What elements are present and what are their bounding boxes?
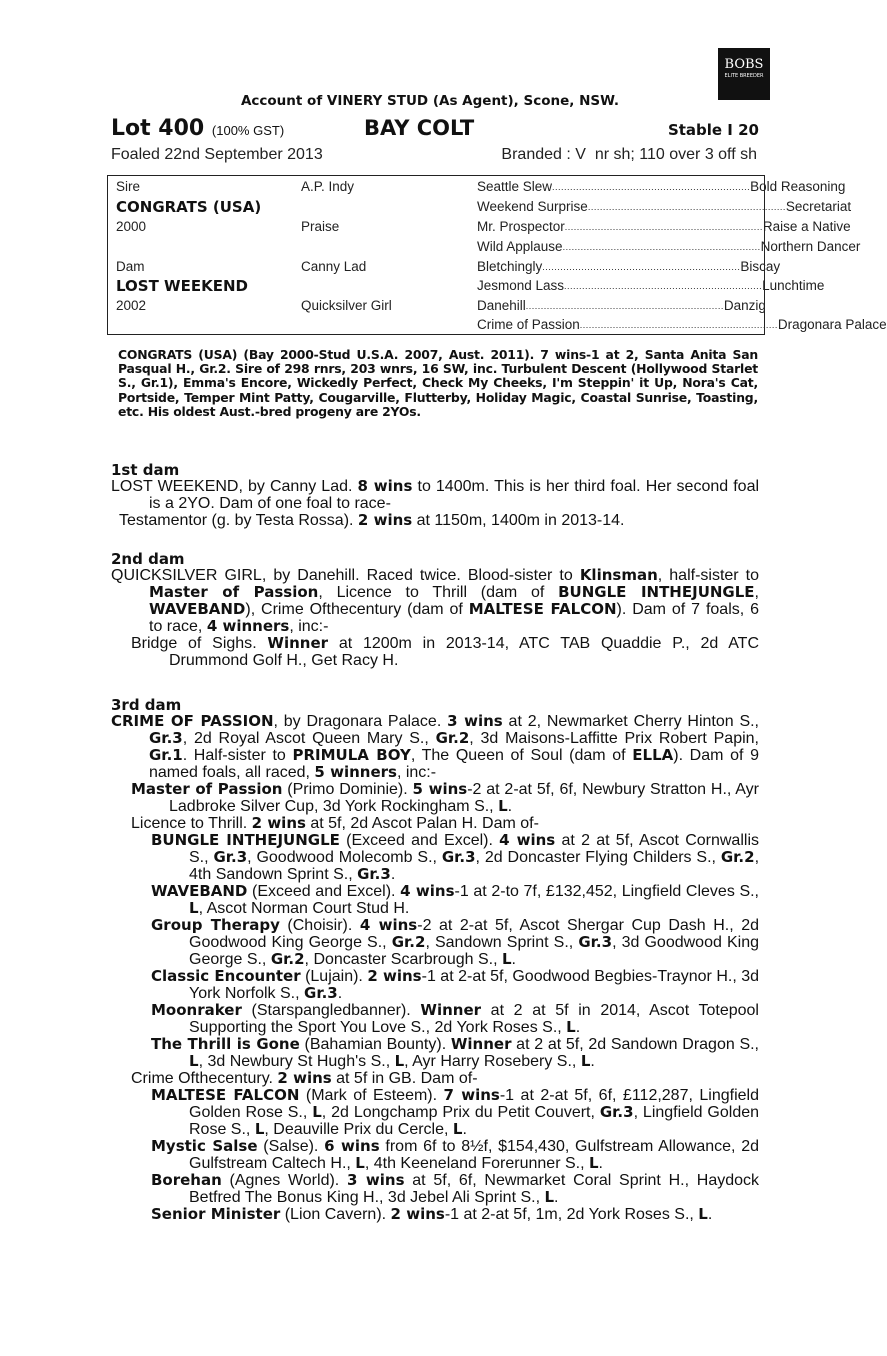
third-dam-section xyxy=(111,713,759,1223)
text: -2 at 2-at 5f, 6f, Newbury Stratton H., Ayr Ladbroke Silver Cup, 3d York Rockingham S., xyxy=(169,781,760,815)
text: at 2, Newmarket Cherry Hinton S., xyxy=(502,713,760,730)
progeny-entry xyxy=(131,781,759,815)
text: to 1400m. This is her third foal. Her second foal is a 2YO. Dam of one foal to race- xyxy=(149,478,760,512)
text: , 2d Royal Ascot Queen Mary S., xyxy=(182,730,436,747)
text: . xyxy=(462,1121,467,1138)
dam-name: LOST WEEKEND xyxy=(111,478,239,495)
ancestor-a: Seattle Slew xyxy=(477,179,553,194)
dam-name: CRIME OF PASSION xyxy=(111,712,274,730)
vendor-line: Account of VINERY STUD (As Agent), Scone, NSW. xyxy=(240,93,620,109)
text: (g. by Testa Rossa). xyxy=(207,512,358,529)
lot-header xyxy=(111,116,759,144)
ancestor-row: Weekend Surprise .................................................................. Secretariat xyxy=(477,199,852,214)
text: . xyxy=(252,635,268,652)
second-dam-section xyxy=(111,567,759,669)
horse-name: Master of Passion xyxy=(149,583,319,601)
listed-badge: L xyxy=(580,1052,591,1070)
text: (Exceed and Excel). xyxy=(339,832,500,849)
text: , by Dragonara Palace. xyxy=(273,713,448,730)
grade: Gr.3 xyxy=(213,848,248,866)
horse-name: BUNGLE INTHEJUNGLE xyxy=(151,831,340,849)
dam-dam: Quicksilver Girl xyxy=(301,298,392,313)
wins: 8 wins xyxy=(357,477,413,495)
grand-progeny-entry xyxy=(151,1087,759,1138)
text: at 5f, 2d Ascot Palan H. Dam of- xyxy=(305,815,539,832)
dam-name: QUICKSILVER GIRL xyxy=(111,567,262,584)
foaled-date: Foaled 22nd September 2013 xyxy=(111,146,323,163)
wins: 4 wins xyxy=(400,882,455,900)
text: , Deauville Prix du Cercle, xyxy=(264,1121,453,1138)
logo-text: BOBS xyxy=(724,57,764,72)
wins: 2 wins xyxy=(251,814,306,832)
text: -1 at 2-at 5f, 1m, 2d York Roses S., xyxy=(444,1206,699,1223)
text: at 2 at 5f, Ascot Cornwallis S., xyxy=(189,832,759,866)
horse-name: Crime Ofthecentury. xyxy=(131,1070,278,1087)
text: , Doncaster Scarbrough S., xyxy=(304,951,502,968)
progeny-entry xyxy=(119,512,759,529)
wins: 5 winners xyxy=(314,763,397,781)
listed-badge: L xyxy=(394,1052,405,1070)
ancestor-row: Danehill .................................................................. Danzig xyxy=(477,298,766,313)
horse-name: WAVEBAND xyxy=(149,600,246,618)
dam-name: LOST WEEKEND xyxy=(116,277,248,295)
text: . xyxy=(575,1019,581,1036)
grade: Gr.3 xyxy=(578,933,613,951)
wins: 2 wins xyxy=(357,511,413,529)
text: , 4th Keeneland Forerunner S., xyxy=(364,1155,589,1172)
horse-name: Testamentor xyxy=(119,512,208,529)
wins: 3 wins xyxy=(346,1171,405,1189)
text: (Mark of Esteem). xyxy=(299,1087,444,1104)
horse-name: Moonraker xyxy=(151,1001,242,1019)
ancestor-a: Bletchingly xyxy=(477,259,543,274)
text: -2 at 2-at 5f, Ascot Shergar Cup Dash H., 2d Goodwood King George S., xyxy=(189,917,760,951)
horse-name: BUNGLE INTHEJUNGLE xyxy=(558,583,755,601)
dam-label: Dam xyxy=(116,259,145,274)
grade: Gr.3 xyxy=(599,1103,634,1121)
horse-name: Licence to Thrill. xyxy=(131,815,252,832)
grand-progeny-entry xyxy=(151,832,759,883)
wins: Winner xyxy=(450,1035,512,1053)
text: . xyxy=(507,798,513,815)
sire-sire: A.P. Indy xyxy=(301,179,355,194)
text: . xyxy=(598,1155,603,1172)
wins: 3 wins xyxy=(447,712,503,730)
grade: Gr.2 xyxy=(391,933,426,951)
progeny-entry xyxy=(131,1070,759,1087)
horse-name: Master of Passion xyxy=(131,780,283,798)
grand-progeny-entry xyxy=(151,1206,759,1223)
text: (Primo Dominie). xyxy=(282,781,413,798)
text: , Ayr Harry Rosebery S., xyxy=(404,1053,581,1070)
ancestor-a: Mr. Prospector xyxy=(477,219,565,234)
ancestor-b: Raise a Native xyxy=(762,219,851,234)
text: ). Dam of 9 named foals, all raced, xyxy=(149,747,760,781)
wins: 4 wins xyxy=(499,831,556,849)
text: , by Danehill. Raced twice. Blood-sister to xyxy=(261,567,580,584)
grade: Gr.1 xyxy=(149,746,183,764)
text: , Goodwood Molecomb S., xyxy=(247,849,442,866)
text: at 2 at 5f in 2014, Ascot Totepool Supporting the Sport You Love S., 2d York Roses S., xyxy=(189,1002,759,1036)
ancestor-b: Secretariat xyxy=(785,199,852,214)
grand-progeny-entry xyxy=(151,968,759,1002)
horse-name: Group Therapy xyxy=(151,916,280,934)
wins: 5 wins xyxy=(412,780,468,798)
second-dam-text xyxy=(111,567,759,635)
grand-progeny-entry xyxy=(151,1002,759,1036)
dam-sire: Canny Lad xyxy=(301,259,367,274)
text: (Bahamian Bounty). xyxy=(299,1036,451,1053)
wins: 2 wins xyxy=(367,967,422,985)
grand-progeny-entry xyxy=(151,1138,759,1172)
brand-text: nr sh; 110 over 3 off sh xyxy=(594,146,757,163)
text: ). Dam of 7 foals, 6 to race, xyxy=(149,601,759,635)
wins: Winner xyxy=(267,634,329,652)
horse-name: ELLA xyxy=(632,746,674,764)
text: (Choisir). xyxy=(279,917,360,934)
horse-name: Mystic Salse xyxy=(151,1137,258,1155)
listed-badge: L xyxy=(355,1154,365,1172)
listed-badge: L xyxy=(452,1120,463,1138)
logo-subtext: ELITE BREEDER xyxy=(724,73,764,79)
pedigree-table xyxy=(107,175,887,335)
listed-badge: L xyxy=(189,1052,199,1070)
wins: 4 winners xyxy=(206,617,290,635)
grade: Gr.2 xyxy=(435,729,470,747)
text: from 6f to 8½f, $154,430, Gulfstream Allowance, 2d Gulfstream Caltech H., xyxy=(189,1138,760,1172)
listed-badge: L xyxy=(312,1103,322,1121)
horse-name: Klinsman xyxy=(579,566,658,584)
text: , Sandown Sprint S., xyxy=(425,934,579,951)
text: . xyxy=(390,866,396,883)
text: , The Queen of Soul (dam of xyxy=(410,747,633,764)
ancestor-b: Biscay xyxy=(740,259,781,274)
lot-number xyxy=(111,116,284,141)
dam-year: 2002 xyxy=(116,298,147,313)
text: , inc:- xyxy=(396,764,437,781)
text: . xyxy=(337,985,343,1002)
ancestor-b: Dragonara Palace xyxy=(777,317,887,332)
ancestor-row: Crime of Passion .................................................................. Dragonara Palace xyxy=(477,317,887,332)
wins: 2 wins xyxy=(390,1205,445,1223)
ancestor-a: Wild Applause xyxy=(477,239,563,254)
horse-name: MALTESE FALCON xyxy=(468,600,617,618)
text: (Agnes World). xyxy=(221,1172,347,1189)
ancestor-row: Seattle Slew .................................................................. Bold Reasoning xyxy=(477,179,846,194)
text: (Exceed and Excel). xyxy=(247,883,401,900)
text: , half-sister to xyxy=(657,567,760,584)
gst-note: (100% GST) xyxy=(211,123,285,138)
ancestor-b: Bold Reasoning xyxy=(750,179,846,194)
second-dam-heading: 2nd dam xyxy=(111,550,185,568)
horse-name: The Thrill is Gone xyxy=(151,1035,300,1053)
sire-year: 2000 xyxy=(116,219,147,234)
ancestor-b: Danzig xyxy=(723,298,766,313)
grand-progeny-entry xyxy=(151,917,759,968)
wins: 7 wins xyxy=(443,1086,500,1104)
text: . xyxy=(511,951,516,968)
wins: 6 wins xyxy=(324,1137,380,1155)
lot-label: Lot 400 xyxy=(111,116,205,141)
progeny-entry xyxy=(131,635,759,669)
text: at 5f, 6f, Newmarket Coral Sprint H., Haydock Betfred The Bonus King H., 3d Jebel Ali Sprint S., xyxy=(189,1172,760,1206)
branded-info xyxy=(501,146,757,164)
branded-label: Branded : xyxy=(501,146,571,163)
grand-progeny-entry xyxy=(151,883,759,917)
horse-name: Senior Minister xyxy=(151,1205,281,1223)
ancestor-row: Wild Applause .................................................................. Northern Dancer xyxy=(477,239,861,254)
ancestor-b: Northern Dancer xyxy=(760,239,861,254)
text: (Starspangledbanner). xyxy=(241,1002,421,1019)
text: (Lion Cavern). xyxy=(280,1206,391,1223)
horse-name: MALTESE FALCON xyxy=(151,1086,300,1104)
listed-badge: L xyxy=(566,1018,576,1036)
sire-summary: CONGRATS (USA) (Bay 2000-Stud U.S.A. 2007, Aust. 2011). 7 wins-1 at 2, Santa Anita San Pasqual H., Gr.2. Sire of 298 rnrs, 203 wnrs, 16 SW, inc. Turbulent Descent (Hollywood Starlet S., Gr.1), Emma's Encore, Wickedly Perfect, Check My Cheeks, I'm Steppin' it Up, Nora's Cat, Portside, Temper Mint Patty, Cougarville, Flutterby, Holiday Magic, Coastal Sunrise, Toasting, etc. His oldest Aust.-bred progeny are 2YOs. xyxy=(118,347,758,419)
grade: Gr.3 xyxy=(441,848,476,866)
grand-progeny-entry xyxy=(151,1036,759,1070)
listed-badge: L xyxy=(588,1154,599,1172)
grand-progeny-entry xyxy=(151,1172,759,1206)
ancestor-row: Jesmond Lass .................................................................. Lunchtime xyxy=(477,278,825,293)
listed-badge: L xyxy=(189,899,199,917)
grade: Gr.3 xyxy=(357,865,391,883)
ancestor-row: Mr. Prospector .................................................................. Raise a Native xyxy=(477,219,851,234)
listed-badge: L xyxy=(501,950,512,968)
first-dam-text xyxy=(111,478,759,512)
text: . xyxy=(707,1206,713,1223)
ancestor-a: Jesmond Lass xyxy=(477,278,565,293)
text: , 3d Maisons-Laffitte Prix Robert Papin, xyxy=(469,730,759,747)
wins: Winner xyxy=(420,1001,482,1019)
text: , 4th Sandown Sprint S., xyxy=(189,849,760,883)
text: at 1150m, 1400m in 2013-14. xyxy=(412,512,625,529)
listed-badge: L xyxy=(498,797,508,815)
text: (Lujain). xyxy=(300,968,368,985)
text: , by Canny Lad. xyxy=(238,478,358,495)
text: , 2d Doncaster Flying Childers S., xyxy=(475,849,721,866)
ancestor-row: Bletchingly .................................................................. Biscay xyxy=(477,259,781,274)
ancestor-a: Weekend Surprise xyxy=(477,199,588,214)
first-dam-heading: 1st dam xyxy=(111,461,180,479)
wins: 4 wins xyxy=(359,916,418,934)
progeny-entry xyxy=(131,815,759,832)
text: at 2 at 5f, 2d Sandown Dragon S., xyxy=(511,1036,760,1053)
text: . Half-sister to xyxy=(182,747,293,764)
text: at 5f in GB. Dam of- xyxy=(331,1070,478,1087)
listed-badge: L xyxy=(544,1188,555,1206)
grade: Gr.2 xyxy=(720,848,755,866)
third-dam-text xyxy=(111,713,759,781)
text: . xyxy=(554,1189,559,1206)
ancestor-a: Danehill xyxy=(477,298,526,313)
text: -1 at 2-at 5f, 6f, £112,287, Lingfield Golden Rose S., xyxy=(189,1087,760,1121)
text: , inc:- xyxy=(289,618,329,635)
horse-name: PRIMULA BOY xyxy=(292,746,411,764)
third-dam-heading: 3rd dam xyxy=(111,696,182,714)
text: -1 at 2-at 5f, Goodwood Begbies-Traynor H., 3d York Norfolk S., xyxy=(189,968,760,1002)
grade: Gr.2 xyxy=(270,950,305,968)
grade: Gr.3 xyxy=(304,984,338,1002)
listed-badge: L xyxy=(254,1120,265,1138)
text: , Licence to Thrill (dam of xyxy=(318,584,559,601)
text: , Ascot Norman Court Stud H. xyxy=(198,900,410,917)
brand-mark: V xyxy=(575,146,586,163)
text: , 3d Goodwood King George S., xyxy=(189,934,759,968)
ancestor-a: Crime of Passion xyxy=(477,317,580,332)
listed-badge: L xyxy=(698,1205,708,1223)
stable-number: Stable I 20 xyxy=(667,121,759,139)
grade: Gr.3 xyxy=(149,729,183,747)
text: , xyxy=(754,584,759,601)
horse-description: BAY COLT xyxy=(364,116,475,140)
wins: 2 wins xyxy=(277,1069,332,1087)
horse-name: Bridge of Sighs xyxy=(131,635,253,652)
sire-name: CONGRATS (USA) xyxy=(116,198,262,216)
text: , 2d Longchamp Prix du Petit Couvert, xyxy=(321,1104,600,1121)
text: . xyxy=(590,1053,595,1070)
horse-name: Classic Encounter xyxy=(151,967,301,985)
text: ), Crime Ofthecentury (dam of xyxy=(245,601,469,618)
sire-label: Sire xyxy=(116,179,141,194)
sire-dam: Praise xyxy=(301,219,340,234)
first-dam-section xyxy=(111,478,759,529)
text: at 1200m in 2013-14, ATC TAB Quaddie P., 2d ATC Drummond Golf H., Get Racy H. xyxy=(169,635,760,669)
text: , 3d Newbury St Hugh's S., xyxy=(198,1053,395,1070)
ancestor-b: Lunchtime xyxy=(762,278,825,293)
horse-name: WAVEBAND xyxy=(151,882,248,900)
text: -1 at 2-to 7f, £132,452, Lingfield Cleves S., xyxy=(454,883,760,900)
text: , Lingfield Golden Rose S., xyxy=(189,1104,760,1138)
horse-name: Borehan xyxy=(151,1171,222,1189)
text: (Salse). xyxy=(257,1138,325,1155)
